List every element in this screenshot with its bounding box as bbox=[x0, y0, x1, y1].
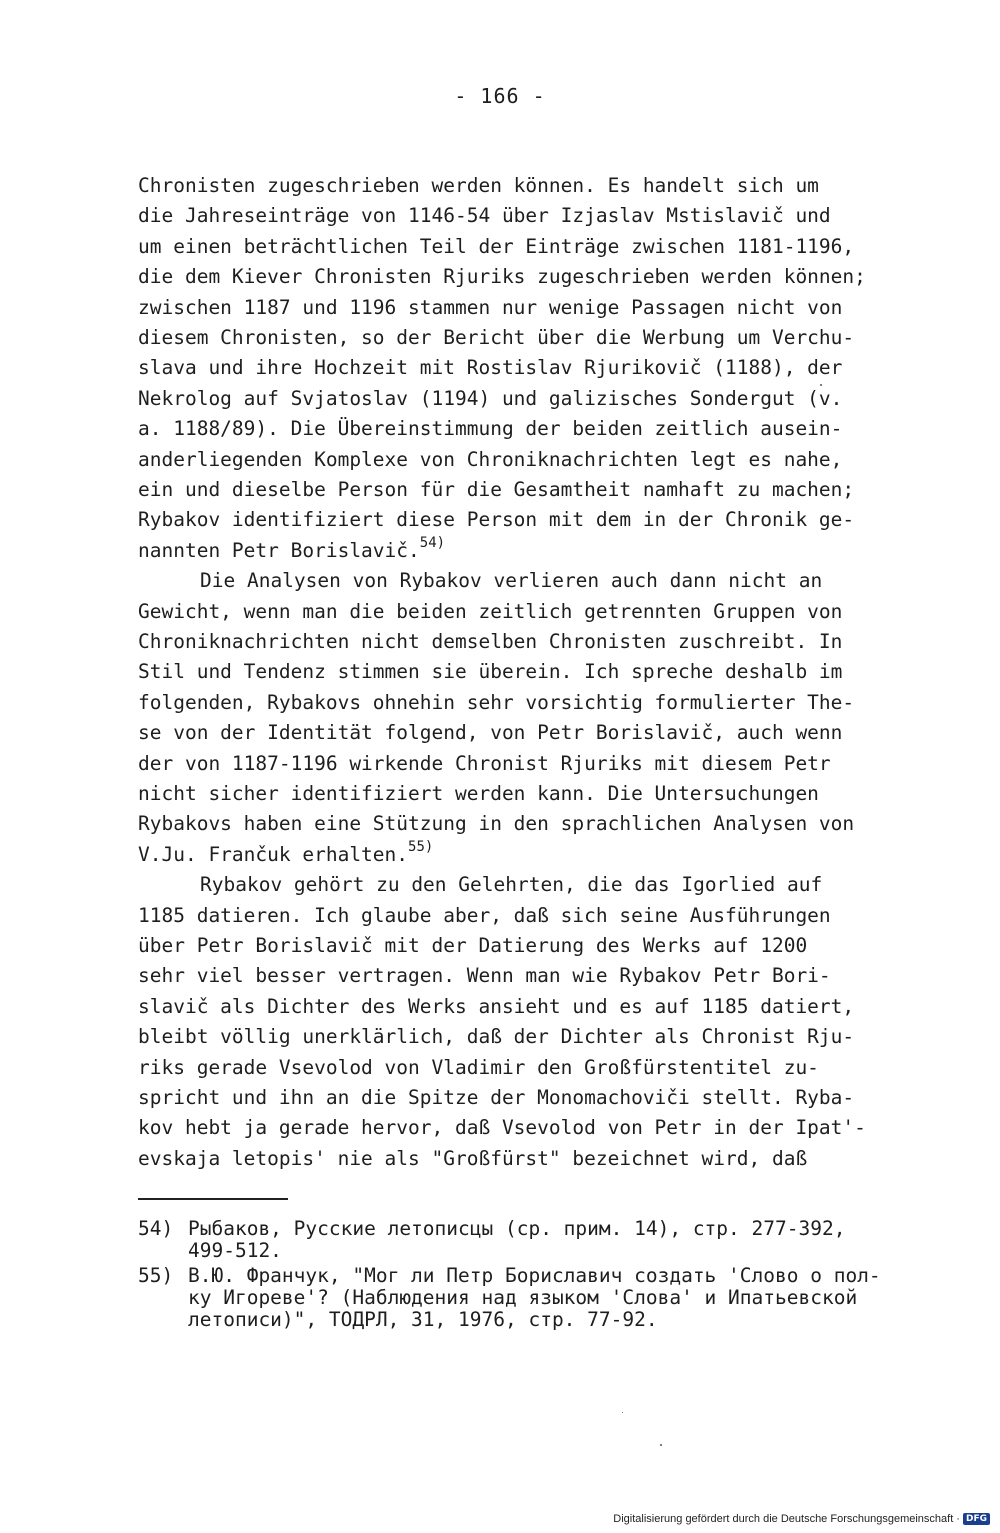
text-line-content: der von 1187-1196 wirkende Chronist Rjuriks mit diesem Petr bbox=[138, 751, 831, 775]
text-line bbox=[138, 749, 831, 779]
text-line-content: Rybakov identifiziert diese Person mit dem in der Chronik ge- bbox=[138, 508, 855, 532]
text-line bbox=[138, 1022, 854, 1052]
text-line bbox=[138, 475, 854, 505]
text-line bbox=[138, 992, 854, 1022]
text-line bbox=[138, 1083, 854, 1113]
text-line bbox=[138, 627, 842, 657]
text-line-content: 1185 datieren. Ich glaube aber, daß sich seine Ausführungen bbox=[138, 903, 831, 927]
text-line-content: se von der Identität folgend, von Petr Borislavič, auch wenn bbox=[138, 721, 843, 745]
text-line-content: diesem Chronisten, so der Bericht über die Werbung um Verchu- bbox=[138, 326, 855, 349]
text-line bbox=[138, 536, 445, 566]
text-line-content: um einen beträchtlichen Teil der Einträge zwischen 1181-1196, bbox=[138, 234, 855, 258]
footnote-separator bbox=[138, 1198, 288, 1200]
text-line bbox=[138, 262, 866, 292]
text-line bbox=[138, 384, 842, 414]
text-line-content: kov hebt ja gerade hervor, daß Vsevolod von Petr in der Ipat'- bbox=[138, 1116, 866, 1140]
footnote-text-line: летописи)", ТОДРЛ, 31, 1976, стр. 77-92. bbox=[188, 1308, 658, 1331]
scan-speck bbox=[820, 384, 822, 386]
text-line-content: folgenden, Rybakovs ohnehin sehr vorsichtig formulierter The- bbox=[138, 690, 855, 714]
text-line-content: nannten Petr Borislavič. bbox=[138, 538, 420, 562]
text-line-content: Stil und Tendenz stimmen sie überein. Ich spreche deshalb im bbox=[138, 660, 843, 684]
text-line bbox=[200, 870, 822, 900]
page-number: - 166 - bbox=[454, 84, 546, 108]
footnote-text-line: 499-512. bbox=[188, 1239, 282, 1262]
text-line bbox=[138, 353, 842, 383]
text-line-content: Die Analysen von Rybakov verlieren auch dann nicht an bbox=[200, 569, 823, 593]
text-line bbox=[138, 201, 831, 231]
text-line bbox=[138, 901, 831, 931]
text-line-content: Rybakov gehört zu den Gelehrten, die das Igorlied auf bbox=[200, 873, 823, 897]
text-line bbox=[138, 414, 842, 444]
text-line-content: zwischen 1187 und 1196 stammen nur wenige Passagen nicht von bbox=[138, 295, 843, 319]
text-line-content: Rybakovs haben eine Stützung in den sprachlichen Analysen von bbox=[138, 812, 855, 836]
footnote-reference: 54) bbox=[419, 534, 446, 551]
text-line bbox=[138, 809, 854, 839]
text-line-content: nicht sicher identifiziert werden kann. Die Untersuchungen bbox=[138, 782, 819, 805]
text-line-content: a. 1188/89). Die Übereinstimmung der beiden zeitlich ausein- bbox=[138, 417, 843, 441]
text-line bbox=[200, 566, 822, 596]
text-line bbox=[138, 171, 819, 201]
text-line bbox=[138, 323, 854, 353]
text-line bbox=[138, 779, 819, 809]
text-line-content: Nekrolog auf Svjatoslav (1194) und galizisches Sondergut (v. bbox=[138, 386, 843, 410]
text-line-content: Chroniknachrichten nicht demselben Chronisten zuschreibt. In bbox=[138, 630, 843, 653]
text-line bbox=[138, 597, 842, 627]
text-line bbox=[138, 232, 854, 262]
text-line-content: sehr viel besser vertragen. Wenn man wie Rybakov Petr Bori- bbox=[138, 964, 831, 988]
scan-speck bbox=[660, 1444, 662, 1446]
credit-text: Digitalisierung gefördert durch die Deutsche Forschungsgemeinschaft · bbox=[613, 1513, 960, 1525]
footnote-reference: 55) bbox=[408, 838, 434, 855]
text-line-content: anderliegenden Komplexe von Chroniknachrichten legt es nahe, bbox=[138, 447, 843, 471]
text-line bbox=[138, 688, 854, 718]
dfg-logo: DFG bbox=[963, 1513, 990, 1525]
text-line-content: über Petr Borislavič mit der Datierung des Werks auf 1200 bbox=[138, 934, 808, 957]
text-line-content: die dem Kiever Chronisten Rjuriks zugeschrieben werden können; bbox=[138, 265, 866, 289]
text-line bbox=[138, 1053, 819, 1083]
text-line-content: slava und ihre Hochzeit mit Rostislav Rjurikovič (1188), der bbox=[138, 356, 843, 380]
footnote-number: 55) bbox=[138, 1264, 174, 1287]
text-line bbox=[138, 718, 842, 748]
digitization-credit bbox=[613, 1513, 990, 1525]
text-line-content: ein und dieselbe Person für die Gesamtheit namhaft zu machen; bbox=[138, 478, 855, 501]
text-line-content: evskaja letopis' nie als "Großfürst" bezeichnet wird, daß bbox=[138, 1146, 808, 1170]
text-line bbox=[138, 931, 807, 961]
text-line-content: slavič als Dichter des Werks ansieht und es auf 1185 datiert, bbox=[138, 994, 855, 1018]
text-line bbox=[138, 961, 831, 991]
text-line-content: bleibt völlig unerklärlich, daß der Dichter als Chronist Rju- bbox=[138, 1025, 855, 1049]
footnote-number: 54) bbox=[138, 1217, 174, 1240]
scan-speck bbox=[622, 1412, 623, 1413]
text-line bbox=[138, 1113, 866, 1143]
text-line bbox=[138, 505, 854, 535]
text-line-content: V.Ju. Frančuk erhalten. bbox=[138, 842, 409, 866]
text-line-content: Chronisten zugeschrieben werden können. Es handelt sich um bbox=[138, 174, 819, 197]
text-line bbox=[138, 445, 842, 475]
footnote-text-line: Рыбаков, Русские летописцы (ср. прим. 14), стр. 277-392, bbox=[188, 1217, 846, 1240]
footnote-text-line: В.Ю. Франчук, "Мог ли Петр Бориславич создать 'Слово о пол- bbox=[188, 1264, 881, 1287]
text-line bbox=[138, 293, 842, 323]
footnote-text-line: ку Игореве'? (Наблюдения над языком 'Слова' и Ипатьевской bbox=[188, 1286, 858, 1309]
text-line-content: Gewicht, wenn man die beiden zeitlich getrennten Gruppen von bbox=[138, 599, 843, 623]
text-line bbox=[138, 840, 433, 870]
text-line-content: die Jahreseinträge von 1146-54 über Izjaslav Mstislavič und bbox=[138, 204, 831, 228]
text-line bbox=[138, 1144, 807, 1174]
text-line-content: spricht und ihn an die Spitze der Monomachoviči stellt. Ryba- bbox=[138, 1086, 855, 1109]
text-line-content: riks gerade Vsevolod von Vladimir den Großfürstentitel zu- bbox=[138, 1055, 819, 1079]
text-line bbox=[138, 657, 842, 687]
